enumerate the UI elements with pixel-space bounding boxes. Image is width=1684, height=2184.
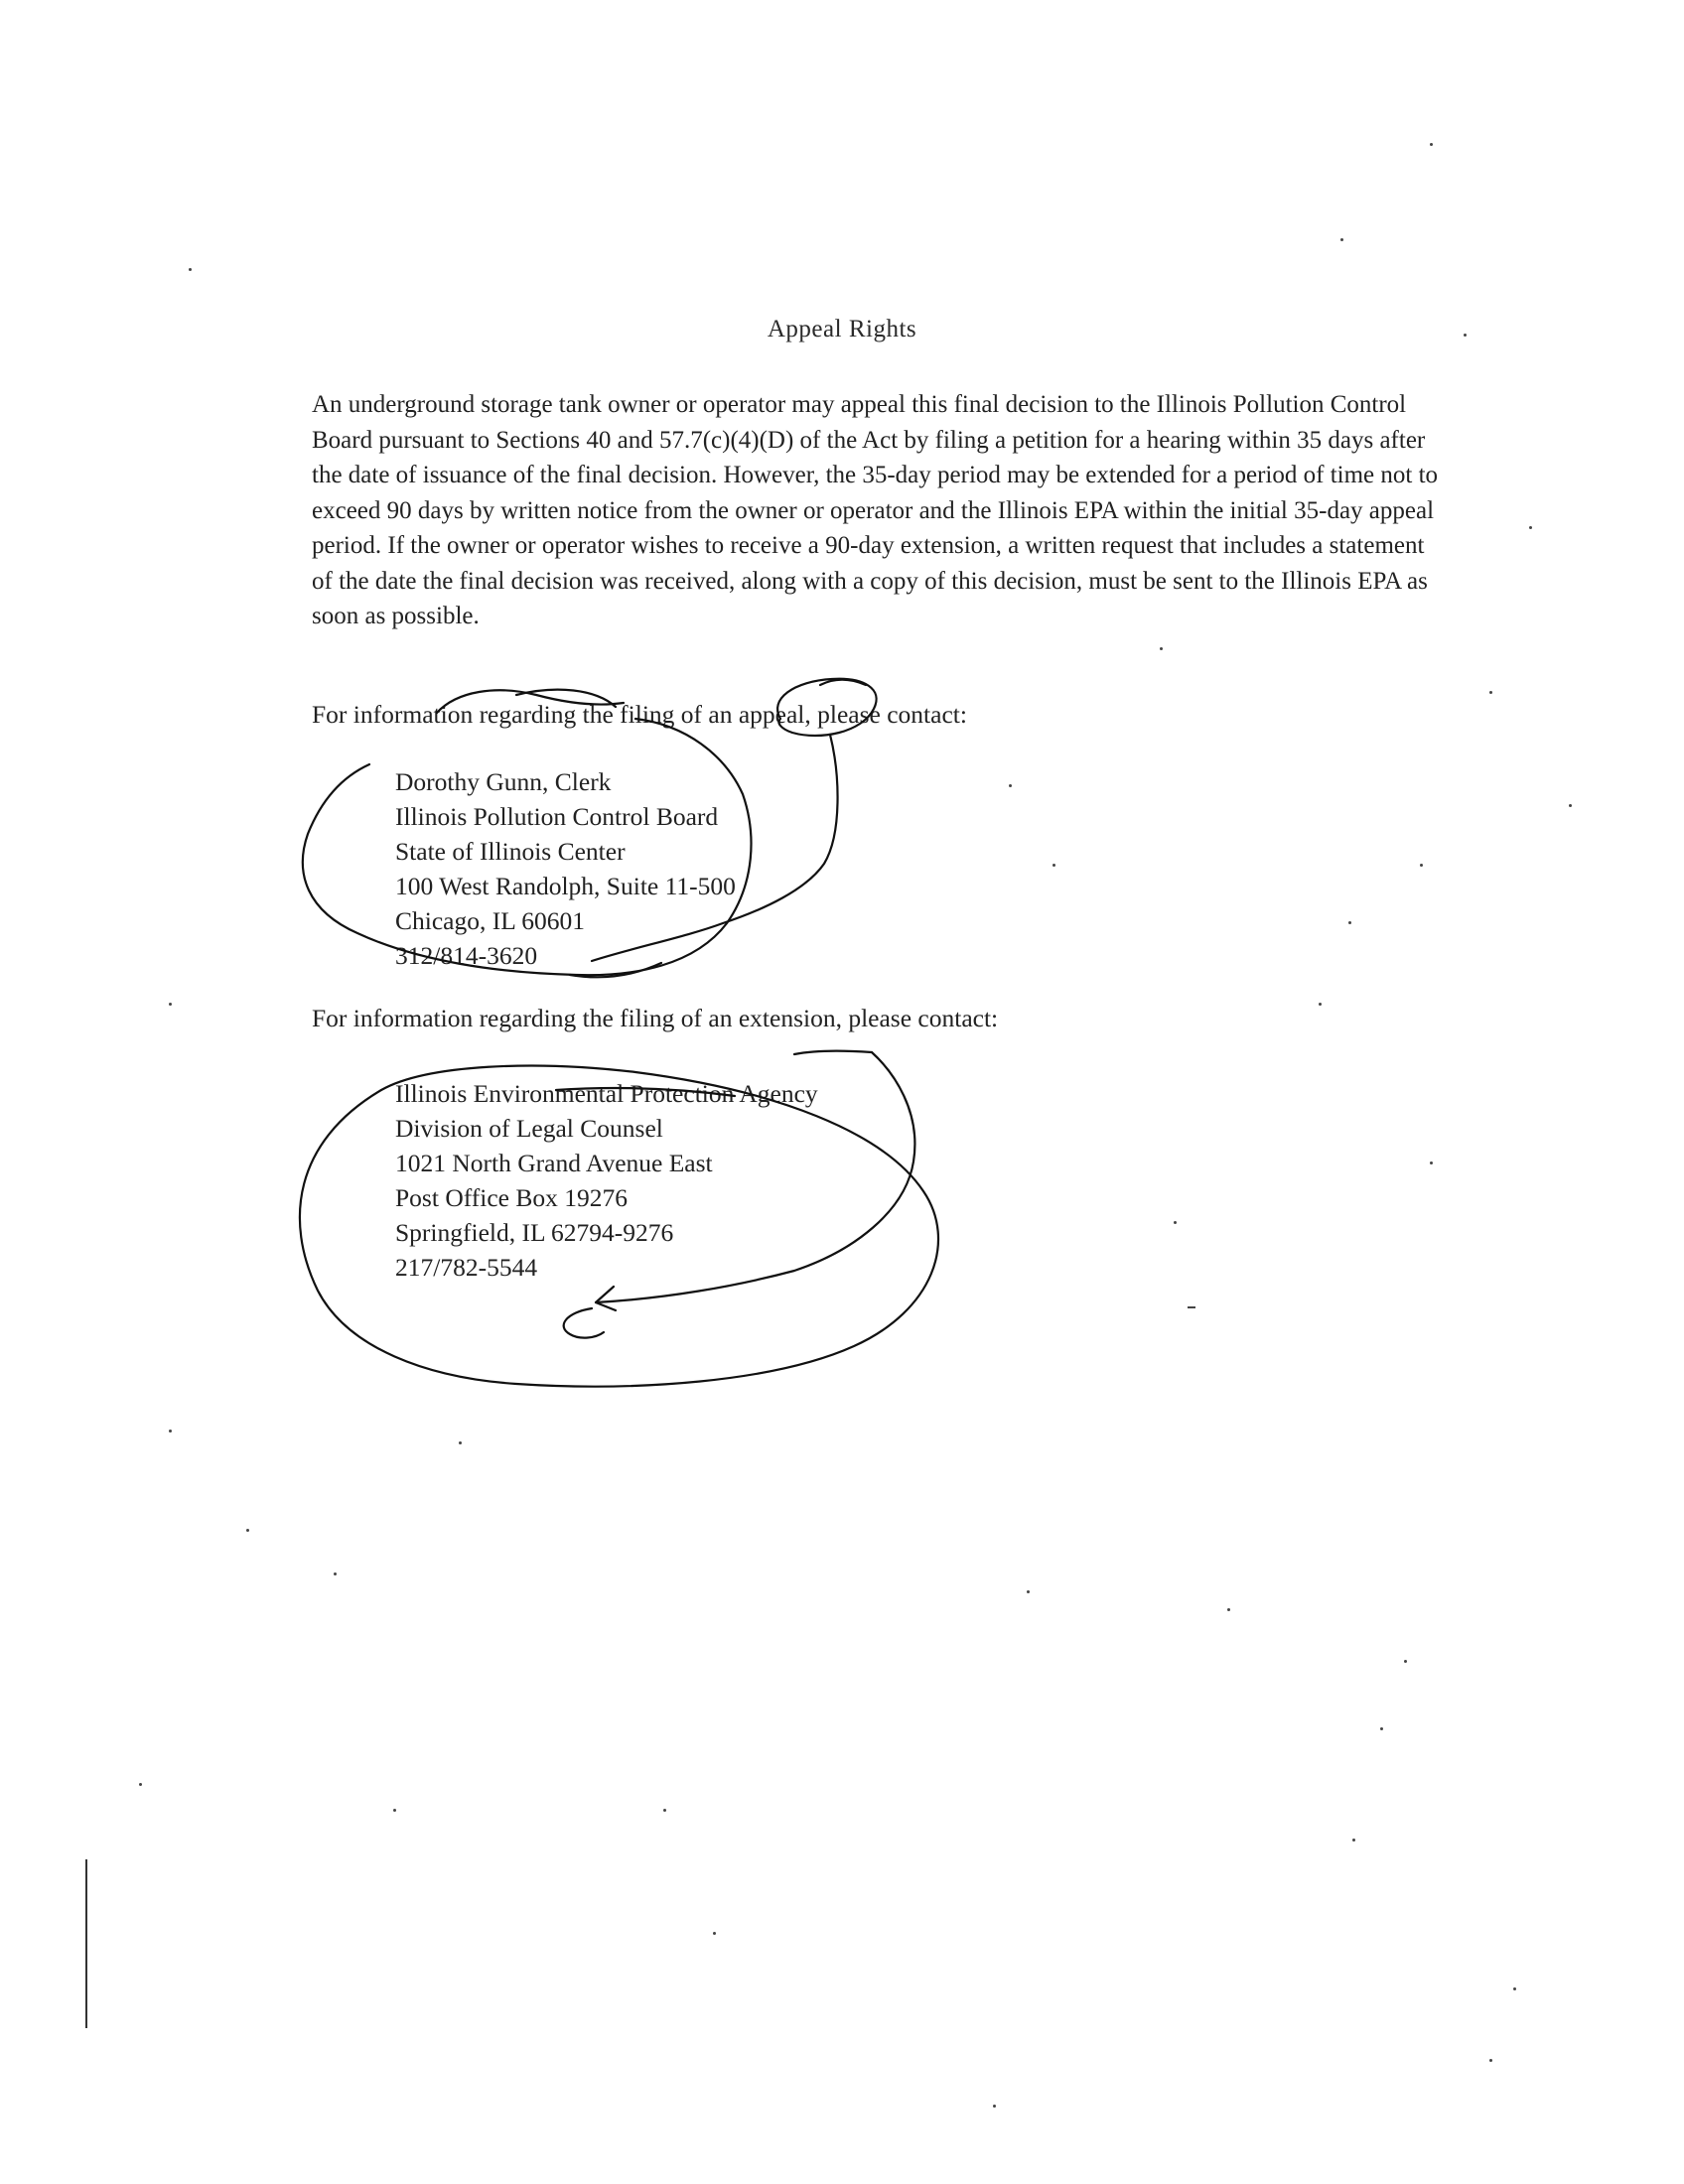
arrow-tail-curl — [564, 1308, 604, 1338]
scan-speck — [1352, 1839, 1355, 1842]
scan-speck — [1430, 1161, 1433, 1164]
scan-speck — [1348, 921, 1351, 924]
scan-speck — [1160, 647, 1163, 650]
address-line: 100 West Randolph, Suite 11-500 — [395, 872, 736, 900]
appeal-rights-paragraph: An underground storage tank owner or operator may appeal this final decision to the Illinois Pollution Control Board pursuant to Sections 40 and 57.7(c)(4)(D) of the Act by filing a petition for a hearing within 35 days after the date of issuance of the final decision. However, the 35-day period may be extended for a period of time not to exceed 90 days by written notice from the owner or operator and the Illinois EPA within the initial 35-day appeal period. If the owner or operator wishes to receive a 90-day extension, a written request that includes a statement of the date the final decision was received, along with a copy of this decision, must be sent to the Illinois EPA as soon as possible. — [312, 391, 1439, 629]
address-line: Dorothy Gunn, Clerk — [395, 767, 612, 796]
scan-speck — [1489, 2059, 1492, 2062]
scan-speck — [334, 1572, 337, 1575]
scan-speck — [1420, 864, 1423, 867]
page-title: Appeal Rights — [767, 316, 917, 342]
scan-speck — [1404, 1660, 1407, 1663]
address-line: Illinois Pollution Control Board — [395, 802, 719, 831]
scan-speck — [1027, 1590, 1030, 1593]
address-line: Post Office Box 19276 — [395, 1183, 628, 1212]
scan-speck — [993, 2105, 996, 2108]
scan-speck — [393, 1809, 396, 1812]
scan-speck — [139, 1783, 142, 1786]
scan-speck — [169, 1003, 172, 1006]
scan-speck — [1174, 1221, 1177, 1224]
scan-speck — [713, 1932, 716, 1935]
scan-speck — [1513, 1987, 1516, 1990]
address-line: 312/814-3620 — [395, 941, 538, 970]
scan-speck — [1380, 1727, 1383, 1730]
address-line: 1021 North Grand Avenue East — [395, 1149, 713, 1177]
scan-speck — [663, 1809, 666, 1812]
scan-speck — [189, 268, 192, 271]
scan-speck — [1569, 804, 1572, 807]
scan-speck — [1430, 143, 1433, 146]
scan-speck — [1529, 526, 1532, 529]
scan-speck — [1464, 334, 1467, 337]
scan-margin-line — [85, 1859, 87, 2028]
scan-speck — [169, 1430, 172, 1433]
address-line: State of Illinois Center — [395, 837, 626, 866]
address-line: Chicago, IL 60601 — [395, 906, 585, 935]
scan-speck — [1188, 1306, 1195, 1308]
scan-speck — [1227, 1608, 1230, 1611]
scan-speck — [1340, 238, 1343, 241]
address-line: Springfield, IL 62794-9276 — [395, 1218, 674, 1247]
extension-contact-address — [395, 1076, 818, 1285]
address-line: Illinois Environmental Protection Agency — [395, 1079, 818, 1108]
appeal-circle-tick — [820, 680, 866, 685]
scan-speck — [1489, 691, 1492, 694]
address-line: Division of Legal Counsel — [395, 1114, 663, 1143]
address-line: 217/782-5544 — [395, 1253, 538, 1282]
scan-speck — [1319, 1003, 1322, 1006]
scan-speck — [459, 1441, 462, 1444]
scan-speck — [1052, 864, 1055, 867]
appeal-contact-address — [395, 764, 736, 973]
extension-contact-heading: For information regarding the filing of an extension, please contact: — [312, 1004, 999, 1032]
scan-speck — [246, 1529, 249, 1532]
extension-underline-mark — [794, 1051, 872, 1054]
scan-speck — [1009, 784, 1012, 787]
arrow-head — [596, 1287, 616, 1310]
appeal-contact-heading: For information regarding the filing of an appeal, please contact: — [312, 700, 967, 729]
